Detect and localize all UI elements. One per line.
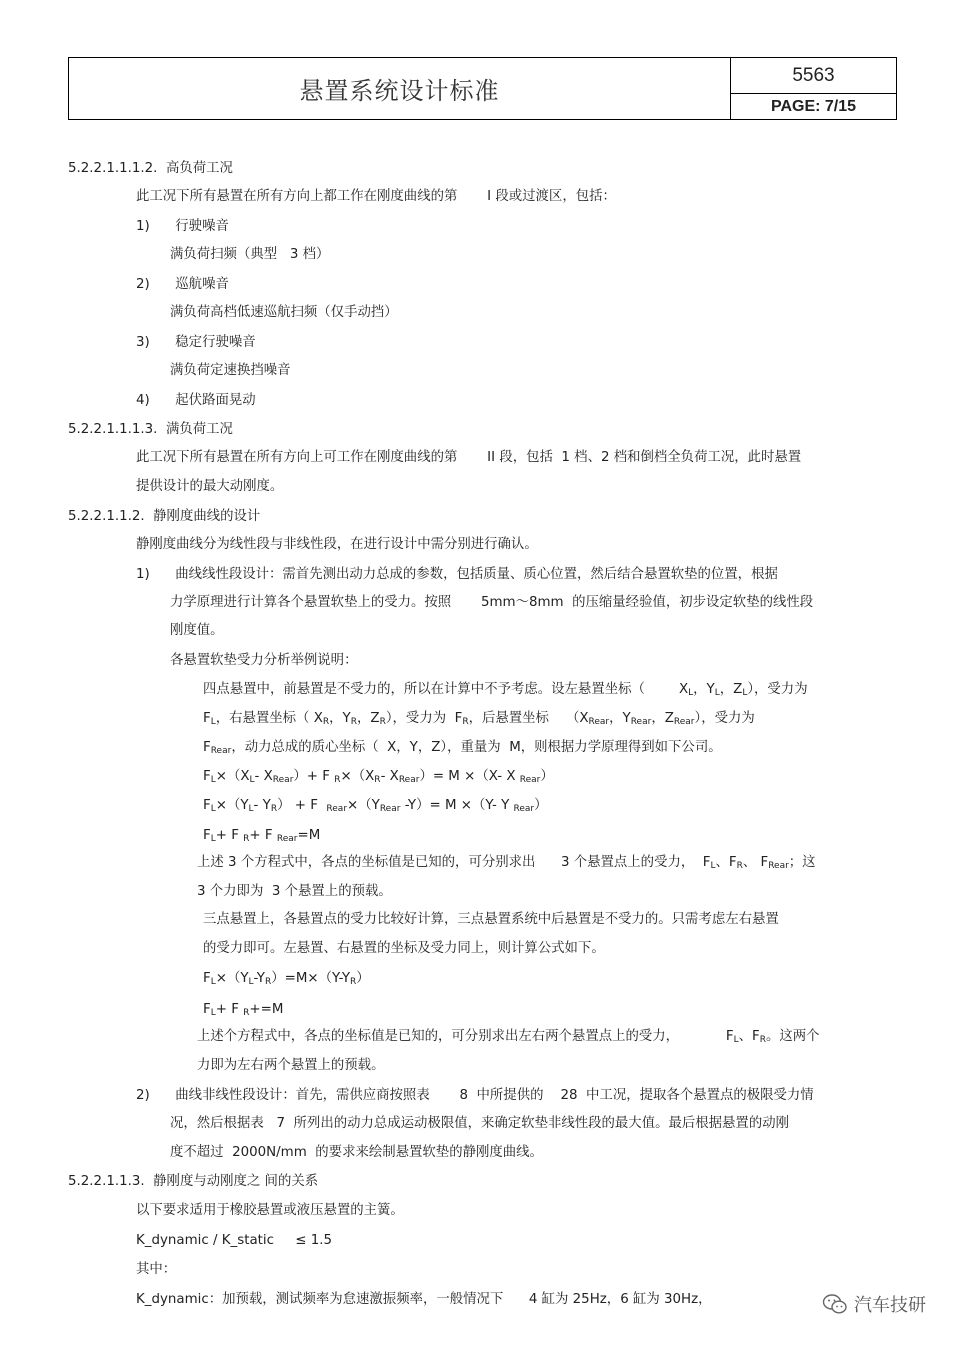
document-header (68, 57, 897, 120)
text-line: 1) 曲线线性段设计：需首先测出动力总成的参数，包括质量、质心位置，然后结合悬置软垫的位置，根据 (136, 567, 778, 582)
text-line: 5.2.2.1.1.1.3. 满负荷工况 (68, 422, 233, 437)
text-line: 满负荷扫频（典型 3 档） (170, 247, 330, 262)
text-line: 1) 行驶噪音 (136, 219, 229, 234)
text-line: 力即为左右两个悬置上的预载。 (197, 1058, 385, 1073)
watermark-text: 汽车技研 (854, 1295, 926, 1316)
text-line: $F_L\times(X_L-$ $X_{Rear})+ F$ $_R\times(X_R-$ $X_{Rear})= M \times(X-$ X $_{Rear}$） (203, 769, 554, 785)
text-line: 提供设计的最大动刚度。 (136, 479, 284, 494)
text-line: 三点悬置上，各悬置点的受力比较好计算，三点悬置系统中后悬置是不受力的。只需考虑左右悬置 (203, 912, 779, 927)
text-line: $F_L+ F$ $_R$+=M (203, 1002, 284, 1018)
text-line: 满负荷定速换挡噪音 (170, 363, 291, 378)
text-line: 此工况下所有悬置在所有方向上都工作在刚度曲线的第 I 段或过渡区，包括： (136, 189, 616, 204)
text-line: 2) 巡航噪音 (136, 277, 229, 292)
text-line: $F_L$，右悬置坐标（ $X_R$，$Y_R$，$Z_R$），受力为 $F_R$，后悬置坐标 （$X_{Rear}$，$Y_{Rear}$，$Z_{Rear}$），受力为 (203, 711, 755, 727)
text-line: 况，然后根据表 7 所列出的动力总成运动极限值，来确定软垫非线性段的最大值。最后根据悬置的动刚 (170, 1116, 789, 1131)
text-line: 上述 3 个方程式中，各点的坐标值是已知的，可分别求出 3 个悬置点上的受力， $F_L$、$F_R$、 $F_{Rear}$；这 (197, 855, 816, 871)
text-line: 度不超过 2000N/mm 的要求来绘制悬置软垫的静刚度曲线。 (170, 1145, 543, 1160)
text-line: K_dynamic / K_static ≤ 1.5 (136, 1233, 333, 1248)
text-line: 以下要求适用于橡胶悬置或液压悬置的主簧。 (136, 1203, 404, 1218)
document-title: 悬置系统设计标准 (69, 58, 731, 119)
text-line: 2) 曲线非线性段设计：首先，需供应商按照表 8 中所提供的 28 中工况，提取各个悬置点的极限受力情 (136, 1088, 814, 1103)
text-line: 的受力即可。左悬置、右悬置的坐标及受力同上，则计算公式如下。 (203, 941, 605, 956)
text-line: 此工况下所有悬置在所有方向上可工作在刚度曲线的第 II 段，包括 1 档、2 档和倒档全负荷工况，此时悬置 (136, 450, 802, 465)
text-line: $F_{Rear}$，动力总成的质心坐标（ X，Y，Z），重量为 M，则根据力学原理得到如下公司。 (203, 740, 722, 756)
text-line: 5.2.2.1.1.1.2. 高负荷工况 (68, 161, 233, 176)
wechat-icon (822, 1293, 848, 1315)
text-line: $F_L\times(Y_L-$ $Y_R) + F$ $_{Rear}\times(Y_{Rear}$ -Y）= M ×（Y- Y $_{Rear}$） (203, 798, 548, 814)
text-line: 四点悬置中，前悬置是不受力的，所以在计算中不予考虑。设左悬置坐标（ $X_L$，$Y_L$，$Z_L$），受力为 (203, 682, 808, 698)
text-line: 5.2.2.1.1.2. 静刚度曲线的设计 (68, 509, 261, 524)
text-line: $F_L\times(Y_L-Y_R)=M\times(Y-Y_R)$ (203, 971, 370, 987)
text-line: 5.2.2.1.1.3. 静刚度与动刚度之 间的关系 (68, 1174, 319, 1189)
text-line: 上述个方程式中，各点的坐标值是已知的，可分别求出左右两个悬置点上的受力， $F_L$、$F_R$。这两个 (197, 1029, 820, 1045)
text-line: 刚度值。 (170, 623, 224, 638)
text-line: 满负荷高档低速巡航扫频（仅手动挡） (170, 305, 398, 320)
text-line: K_dynamic：加预载，测试频率为怠速激振频率，一般情况下 4 缸为 25Hz，6 缸为 30Hz， (136, 1292, 712, 1307)
text-line: 力学原理进行计算各个悬置软垫上的受力。按照 5mm～8mm 的压缩量经验值，初步设定软垫的线性段 (170, 595, 814, 610)
text-line: $F_L+ F$ $_R$+ F $_{Rear}$=M (203, 828, 321, 844)
page-indicator: PAGE: 7/15 (770, 97, 857, 115)
text-line: 其中： (136, 1262, 177, 1277)
text-line: 4) 起伏路面晃动 (136, 393, 256, 408)
text-line: 3) 稳定行驶噪音 (136, 335, 256, 350)
text-line: 各悬置软垫受力分析举例说明： (170, 653, 358, 668)
text-line: 静刚度曲线分为线性段与非线性段，在进行设计中需分别进行确认。 (136, 537, 538, 552)
document-number: 5563 (731, 58, 896, 94)
text-line: 3 个力即为 3 个悬置上的预载。 (197, 884, 392, 899)
watermark (822, 1291, 926, 1317)
